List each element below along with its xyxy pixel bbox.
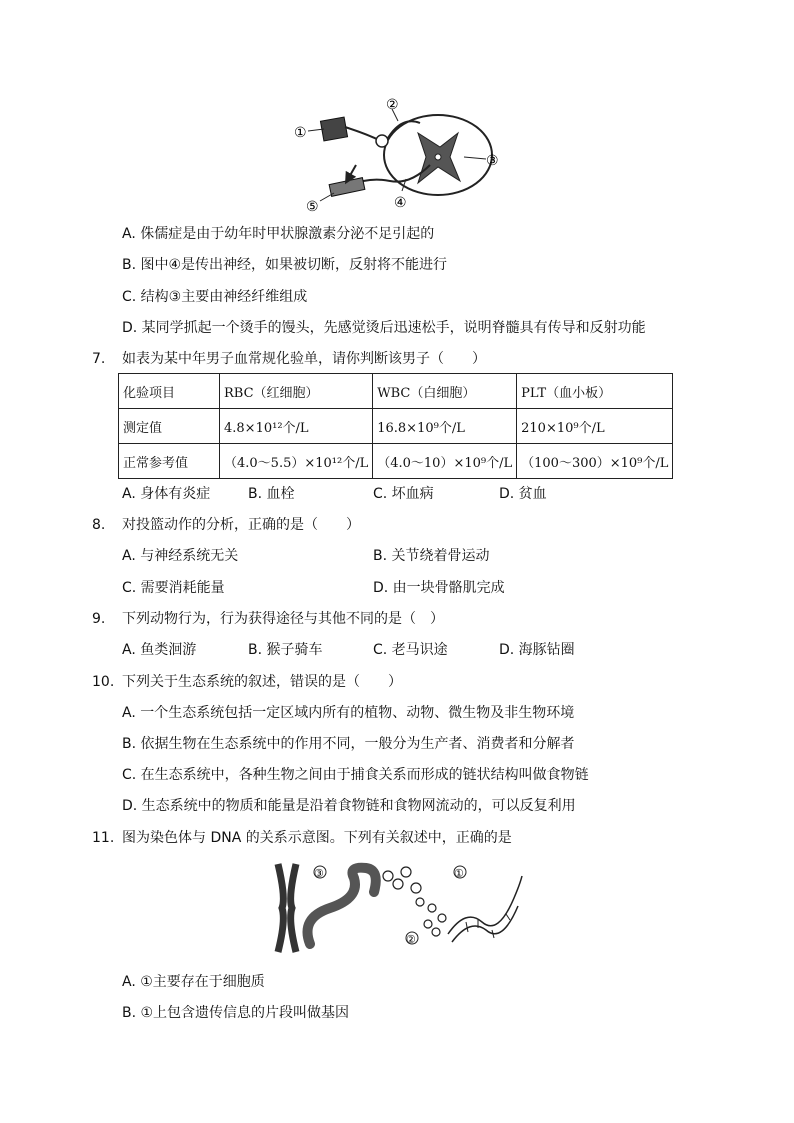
table-cell: RBC（红细胞） xyxy=(220,374,373,409)
q11-number: 11. xyxy=(92,830,115,846)
q7-number: 7. xyxy=(92,351,106,367)
q10-option-a: A. 一个生态系统包括一定区域内所有的植物、动物、微生物及非生物环境 xyxy=(122,705,575,721)
q11-option-a: A. ①主要存在于细胞质 xyxy=(122,974,265,990)
q6-option-b: B. 图中④是传出神经，如果被切断，反射将不能进行 xyxy=(122,257,448,273)
figure-label-1: ① xyxy=(294,125,307,141)
q10-option-d: D. 生态系统中的物质和能量是沿着食物链和食物网流动的，可以反复利用 xyxy=(122,798,576,814)
q7-option-b: B. 血栓 xyxy=(248,486,295,502)
q6-option-a: A. 侏儒症是由于幼年时甲状腺激素分泌不足引起的 xyxy=(122,226,435,242)
q8-stem: 对投篮动作的分析，正确的是（ ） xyxy=(122,517,360,533)
q7-option-d: D. 贫血 xyxy=(499,486,547,502)
effector xyxy=(329,178,365,197)
table-cell: 化验项目 xyxy=(119,374,220,409)
receptor xyxy=(320,117,347,141)
q7-stem: 如表为某中年男子血常规化验单，请你判断该男子（ ） xyxy=(122,351,486,367)
q10-number: 10. xyxy=(92,674,115,690)
q9-option-d: D. 海豚钻圈 xyxy=(499,642,575,658)
figure-label-5: ⑤ xyxy=(306,199,319,215)
q7-option-c: C. 坏血病 xyxy=(373,486,434,502)
q11-option-b: B. ①上包含遗传信息的片段叫做基因 xyxy=(122,1005,350,1021)
q7-option-a: A. 身体有炎症 xyxy=(122,486,211,502)
figure-label-3: ③ xyxy=(486,153,499,169)
q10-option-c: C. 在生态系统中，各种生物之间由于捕食关系而形成的链状结构叫做食物链 xyxy=(122,767,589,783)
figure-label-2: ② xyxy=(386,97,399,113)
table-row xyxy=(119,409,673,444)
chromosome-dna-figure xyxy=(270,858,526,958)
q8-option-c: C. 需要消耗能量 xyxy=(122,580,225,596)
q9-stem: 下列动物行为，行为获得途径与其他不同的是（ ） xyxy=(122,611,444,627)
q8-option-a: A. 与神经系统无关 xyxy=(122,548,239,564)
figure-label-4: ④ xyxy=(394,195,407,211)
table-cell: （4.0～5.5）×10¹²个/L xyxy=(220,444,373,479)
figure-label-1: ① xyxy=(454,867,464,880)
q9-option-b: B. 猴子骑车 xyxy=(248,642,323,658)
table-cell: 4.8×10¹²个/L xyxy=(220,409,373,444)
table-row xyxy=(119,444,673,479)
figure-label-3: ③ xyxy=(314,867,324,880)
reflex-arc-figure xyxy=(290,95,510,215)
q9-option-c: C. 老马识途 xyxy=(373,642,448,658)
figure-label-2: ② xyxy=(406,933,416,946)
table-cell: 正常参考值 xyxy=(119,444,220,479)
table-cell: （4.0～10）×10⁹个/L xyxy=(373,444,517,479)
q8-option-d: D. 由一块骨骼肌完成 xyxy=(373,580,505,596)
q8-option-b: B. 关节绕着骨运动 xyxy=(373,548,490,564)
table-cell: WBC（白细胞） xyxy=(373,374,517,409)
table-row xyxy=(119,374,673,409)
table-cell: 210×10⁹个/L xyxy=(517,409,673,444)
q10-stem: 下列关于生态系统的叙述，错误的是（ ） xyxy=(122,674,402,690)
table-cell: （100～300）×10⁹个/L xyxy=(517,444,673,479)
q9-option-a: A. 鱼类洄游 xyxy=(122,642,197,658)
q10-option-b: B. 依据生物在生态系统中的作用不同，一般分为生产者、消费者和分解者 xyxy=(122,736,575,752)
table-cell: PLT（血小板） xyxy=(517,374,673,409)
q6-option-d: D. 某同学抓起一个烫手的馒头，先感觉烫后迅速松手，说明脊髓具有传导和反射功能 xyxy=(122,320,646,336)
table-cell: 测定值 xyxy=(119,409,220,444)
blood-test-table xyxy=(118,373,673,479)
q11-stem: 图为染色体与 DNA 的关系示意图。下列有关叙述中，正确的是 xyxy=(122,830,512,846)
q8-number: 8. xyxy=(92,517,106,533)
table-cell: 16.8×10⁹个/L xyxy=(373,409,517,444)
q9-number: 9. xyxy=(92,611,106,627)
q6-option-c: C. 结构③主要由神经纤维组成 xyxy=(122,289,308,305)
